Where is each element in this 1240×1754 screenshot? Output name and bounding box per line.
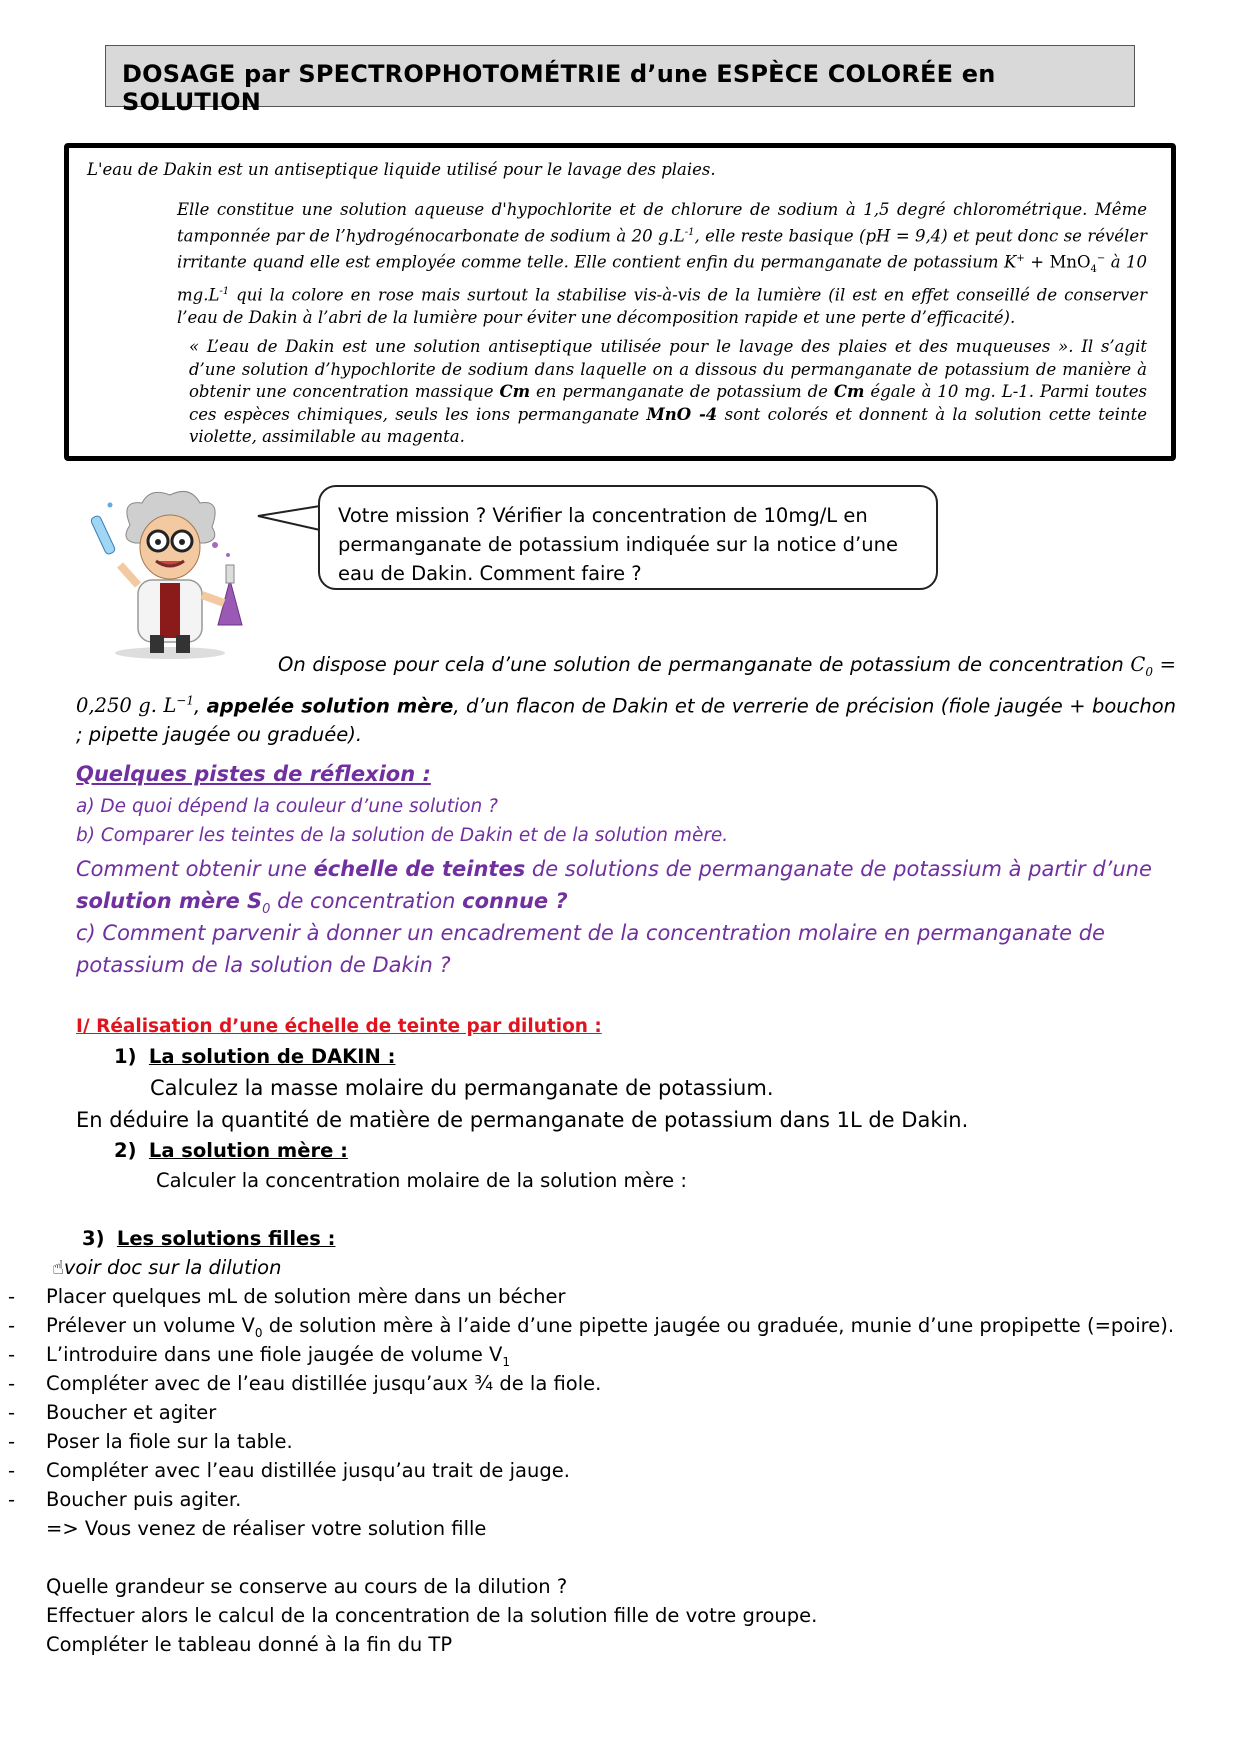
list-item: - L’introduire dans une fiole jaugée de volume $V_1$	[8, 1343, 511, 1369]
piste-a: a) De quoi dépend la couleur d’une solution ?	[76, 796, 498, 817]
question-3: Compléter le tableau donné à la fin du TP	[46, 1633, 453, 1656]
list-item: - Poser la fiole sur la table.	[8, 1430, 293, 1453]
result-line: => Vous venez de réaliser votre solution fille	[46, 1517, 487, 1540]
sub1-line2: En déduire la quantité de matière de permanganate de potassium dans 1L de Dakin.	[76, 1108, 969, 1132]
steps-list	[8, 1282, 1228, 1514]
bubble-text: Votre mission ? Vérifier la concentration de 10mg/L en permanganate de potassium indiquée sur la notice d’une eau de Dakin. Comment faire ?	[338, 504, 898, 585]
title-box	[105, 45, 1135, 116]
dispose-paragraph: On dispose pour cela d’une solution de permanganate de potassium de concentration $C_0 = 0,250$ g. $L^{-1}$, appelée solution mère, d’un flacon de Dakin et de verrerie de précision (fiole jaugée + bouchon ; pipette jaugée ou graduée).	[76, 653, 1177, 747]
voir-doc: ☝voir doc sur la dilution	[52, 1256, 282, 1279]
list-item: - Compléter avec de l’eau distillée jusqu’aux ¾ de la fiole.	[8, 1372, 602, 1395]
sub2-line1: Calculer la concentration molaire de la solution mère :	[156, 1169, 687, 1192]
list-item: - Boucher puis agiter.	[8, 1488, 242, 1511]
question-2: Effectuer alors le calcul de la concentration de la solution fille de votre groupe.	[46, 1604, 818, 1627]
intro-p1: L'eau de Dakin est un antiseptique liquide utilisé pour le lavage des plaies.	[87, 160, 716, 179]
sub3-heading: 3) Les solutions filles :	[82, 1227, 336, 1250]
piste-c: c) Comment parvenir à donner un encadrement de la concentration molaire en permanganate de potassium de la solution de Dakin ?	[76, 921, 1105, 977]
intro-p3: « L’eau de Dakin est une solution antiseptique utilisée pour le lavage des plaies et des muqueuses ». Il s’agit d’une solution d’hypochlorite de sodium dans laquelle on a dissous du permanganate de potassium de manière à obtenir une concentration massique Cm en permanganate de potassium de Cm égale à 10 mg. L-1. Parmi toutes ces espèces chimiques, seuls les ions permanganate MnO -4 sont colorés et donnent à la solution cette teinte violette, assimilable au magenta.	[189, 337, 1148, 446]
sub1-heading: 1) La solution de DAKIN :	[114, 1045, 396, 1068]
list-item: - Boucher et agiter	[8, 1401, 217, 1424]
speech-bubble	[318, 485, 938, 590]
bubble-tail	[256, 502, 322, 542]
list-item: - Placer quelques mL de solution mère dans un bécher	[8, 1285, 566, 1308]
intro-box	[64, 143, 1176, 461]
question-1: Quelle grandeur se conserve au cours de la dilution ?	[46, 1575, 568, 1598]
section1-heading: I/ Réalisation d’une échelle de teinte par dilution :	[76, 1016, 602, 1037]
hand-pointer-icon: ☝	[52, 1256, 64, 1279]
list-item: - Compléter avec l’eau distillée jusqu’au trait de jauge.	[8, 1459, 570, 1482]
scientist-icon	[80, 485, 260, 660]
page-title: DOSAGE par SPECTROPHOTOMÉTRIE d’une ESPÈCE COLORÉE en SOLUTION	[122, 60, 996, 116]
pistes-heading: Quelques pistes de réflexion :	[76, 762, 431, 786]
piste-b: b) Comparer les teintes de la solution de Dakin et de la solution mère.	[76, 825, 729, 846]
sub1-line1: Calculez la masse molaire du permanganate de potassium.	[150, 1076, 774, 1100]
piste-comment: Comment obtenir une échelle de teintes de solutions de permanganate de potassium à partir d’une solution mère $S_0$ de concentration connue ?	[76, 857, 1152, 918]
list-item: - Prélever un volume $V_0$ de solution mère à l’aide d’une pipette jaugée ou graduée, munie d’une propipette (=poire).	[8, 1314, 1175, 1340]
intro-p2: Elle constitue une solution aqueuse d'hypochlorite et de chlorure de sodium à 1,5 degré chlorométrique. Même tamponnée par de l’hydrogénocarbonate de sodium à 20 $g.L^{-1}$, elle reste basique (pH = 9,4) et peut donc se révéler irritante quand elle est employée comme telle. Elle contient enfin du permanganate de potassium K+ + MnO$_4$− à 10 $mg.L^{-1}$ qui la colore en rose mais surtout la stabilise vis-à-vis de la lumière (il est en effet conseillé de conserver l’eau de Dakin à l’abri de la lumière pour éviter une décomposition rapide et une perte d’efficacité).	[177, 200, 1147, 327]
sub2-heading: 2) La solution mère :	[114, 1139, 348, 1162]
